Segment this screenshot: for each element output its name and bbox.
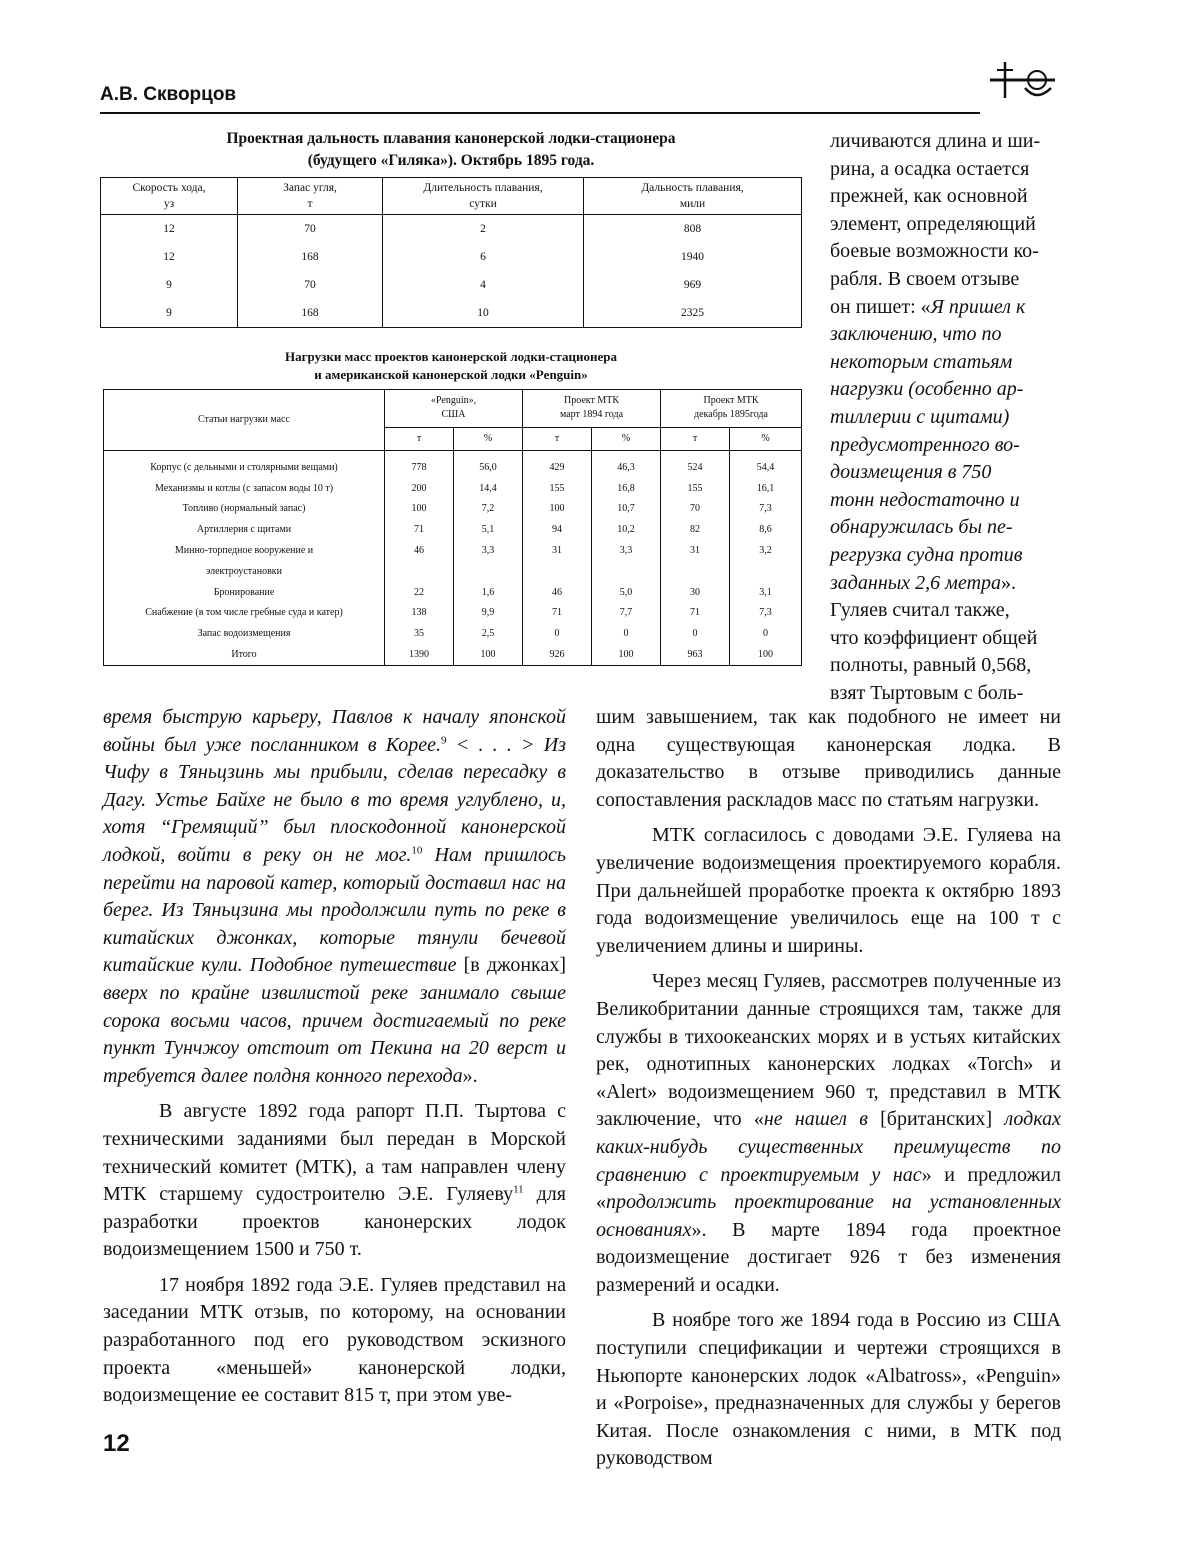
line: предусмотренного во- xyxy=(830,433,1020,456)
table-cell: 0 xyxy=(730,623,802,644)
table-cell: 12 xyxy=(101,243,238,271)
paragraph: В ноябре того же 1894 года в Россию из США поступили спецификации и чертежи строящихся в Ньюпорте канонерских лодок «Albatross», «Penguin» и «Porpoise», предназначенных для службы у берегов Китая. После ознакомления с ними, в МТК под руководством xyxy=(596,1309,1061,1470)
line: нагрузки (особенно ар- xyxy=(830,378,1024,401)
table-cell: 3,1 xyxy=(730,582,802,603)
row-label: Бронирование xyxy=(104,582,385,603)
table-cell: 10 xyxy=(383,299,584,328)
row-label: Запас водоизмещения xyxy=(104,623,385,644)
table-cell: 0 xyxy=(592,623,661,644)
table-cell: 46,3 xyxy=(592,451,661,478)
table-row xyxy=(104,519,802,540)
table-cell: 5,0 xyxy=(592,582,661,603)
table-cell xyxy=(592,561,661,582)
table-cell: 168 xyxy=(238,243,383,271)
table-cell: 7,7 xyxy=(592,603,661,624)
table-cell: 1390 xyxy=(385,644,454,665)
row-label: Артиллерия с щитами xyxy=(104,519,385,540)
table-row xyxy=(101,271,802,299)
table-cell: 56,0 xyxy=(454,451,523,478)
table-cell: 70 xyxy=(238,215,383,244)
table-cell xyxy=(523,561,592,582)
table-cell: 778 xyxy=(385,451,454,478)
table-cell: 155 xyxy=(661,478,730,499)
table-cell: 22 xyxy=(385,582,454,603)
table-cell: 70 xyxy=(661,499,730,520)
t2-sub-pct: % xyxy=(730,427,802,450)
footnote-ref: 9 xyxy=(441,733,447,746)
table-cell: 12 xyxy=(101,215,238,244)
line: некоторым статьям xyxy=(830,350,1013,373)
table-cell: 0 xyxy=(661,623,730,644)
line: заданных 2,6 метра». xyxy=(830,571,1017,594)
line: личиваются длина и ши- xyxy=(830,130,1041,152)
table1-title-line1: Проектная дальность плавания канонерской лодки-стационера xyxy=(226,130,676,147)
line: регрузка судна против xyxy=(830,543,1023,566)
table-cell: 808 xyxy=(584,215,802,244)
table-cell: 14,4 xyxy=(454,478,523,499)
table-cell: 82 xyxy=(661,519,730,540)
table-cell xyxy=(385,561,454,582)
t2-header-mtk-1894: Проект МТК март 1894 года xyxy=(523,390,661,428)
table-cell: 94 xyxy=(523,519,592,540)
table-cell: 5,1 xyxy=(454,519,523,540)
row-label: Снабжение (в том числе гребные суда и катер) xyxy=(104,603,385,624)
row-label: Корпус (с дельными и столярными вещами) xyxy=(104,451,385,478)
table-cell: 31 xyxy=(523,540,592,561)
line: тонн недостаточно и xyxy=(830,488,1020,511)
table-cell: 35 xyxy=(385,623,454,644)
table-cell: 2 xyxy=(383,215,584,244)
row-label: Итого xyxy=(104,644,385,665)
table-cell: 16,8 xyxy=(592,478,661,499)
table-cell: 9 xyxy=(101,299,238,328)
table-row xyxy=(104,644,802,665)
table-cell: 46 xyxy=(523,582,592,603)
table-cell: 1940 xyxy=(584,243,802,271)
table-row xyxy=(104,478,802,499)
table-cell: 7,3 xyxy=(730,603,802,624)
t1-header-speed: Скорость хода, уз xyxy=(101,178,238,215)
table-cell: 2325 xyxy=(584,299,802,328)
table-cell: 54,4 xyxy=(730,451,802,478)
table2-title-line1: Нагрузки масс проектов канонерской лодки-стационера xyxy=(285,349,617,364)
table-cell: 0 xyxy=(523,623,592,644)
t1-header-coal: Запас угля, т xyxy=(238,178,383,215)
row-label: Минно-торпедное вооружение и xyxy=(104,540,385,561)
author-name: А.В. Скворцов xyxy=(100,84,237,105)
table-cell: 3,3 xyxy=(592,540,661,561)
table-cell: 7,2 xyxy=(454,499,523,520)
table-cell: 100 xyxy=(385,499,454,520)
line: полноты, равный 0,568, xyxy=(830,654,1032,677)
paragraph: МТК согласилось с доводами Э.Е. Гуляева на увеличение водоизмещения проектируемого корабля. При дальнейшей проработке проекта к октябрю 1893 года водоизмещение увеличилось еще на 100 т с увеличением длины и ширины. xyxy=(596,824,1061,957)
table-cell: 100 xyxy=(730,644,802,665)
table-cell: 524 xyxy=(661,451,730,478)
mass-loads-table xyxy=(103,389,802,666)
table-row xyxy=(101,243,802,271)
t2-sub-pct: % xyxy=(454,427,523,450)
t1-body xyxy=(101,215,802,328)
table-cell: 10,7 xyxy=(592,499,661,520)
t2-body xyxy=(104,451,802,666)
t2-header-penguin: «Penguin», США xyxy=(385,390,523,428)
paragraph-quote: время быструю карьеру, Павлов к началу японской войны был уже посланником в Корее.$^9$ < . . . > Из Чифу в Тяньцзинь мы прибыли, сделав пересадку в Дагу. Устье Байхе не было в то время углублено, и, хотя “Гремящий” был плоскодонной канонерской лодкой, войти в реку он не мог.$^{10}$ Нам пришлось перейти на паровой катер, который доставил нас на берег. Из Тяньцзина мы продолжили путь по реке в китайских джонках, которые тянули бечевой китайские кули. Подобное путешествие [в джонках] вверх по крайне извилистой реке занимало свыше сорока восьми часов, причем достигаемый по реке пункт Тунчжоу отстоит от Пекина на 20 верст и требуется далее полдня конного перехода». xyxy=(103,706,567,1087)
line: взят Тыртовым с боль- xyxy=(830,681,1024,704)
line: доизмещения в 750 xyxy=(830,461,992,484)
table-row xyxy=(101,299,802,328)
table-cell: 4 xyxy=(383,271,584,299)
page-number: 12 xyxy=(103,1430,130,1457)
table-cell: 6 xyxy=(383,243,584,271)
table-cell: 155 xyxy=(523,478,592,499)
table-row xyxy=(104,540,802,561)
line: заключению, что по xyxy=(830,323,1002,346)
table-row xyxy=(104,582,802,603)
table-cell: 30 xyxy=(661,582,730,603)
row-label: Механизмы и котлы (с запасом воды 10 т) xyxy=(104,478,385,499)
table2-title-line2: и американской канонерской лодки «Penguin» xyxy=(314,367,588,382)
line: он пишет: «Я пришел к xyxy=(830,295,1026,318)
footnote-ref: 10 xyxy=(411,844,423,857)
t2-header-mtk-1895: Проект МТК декабрь 1895года xyxy=(661,390,802,428)
table-cell: 71 xyxy=(523,603,592,624)
table-cell xyxy=(730,561,802,582)
table-row xyxy=(104,561,802,582)
t1-header-duration: Длительность плавания, сутки xyxy=(383,178,584,215)
line: обнаружилась бы пе- xyxy=(830,516,1013,539)
table-row xyxy=(104,603,802,624)
table1-title-line2: (будущего «Гиляка»). Октябрь 1895 года. xyxy=(307,152,595,169)
table-cell: 100 xyxy=(592,644,661,665)
paragraph: 17 ноября 1892 года Э.Е. Гуляев представил на заседании МТК отзыв, по которому, на основании разработанного под его руководством эскизного проекта «меньшей» канонерской лодки, водоизмещение ее составит 815 т, при этом уве- xyxy=(103,1273,566,1407)
table-cell: 969 xyxy=(584,271,802,299)
table2-title xyxy=(100,348,802,384)
table-row xyxy=(104,499,802,520)
right-top-text xyxy=(830,128,1061,707)
table1-title xyxy=(100,128,802,172)
table-cell: 71 xyxy=(661,603,730,624)
t2-sub-pct: % xyxy=(592,427,661,450)
table-cell: 3,2 xyxy=(730,540,802,561)
line: рабля. В своем отзыве xyxy=(830,267,1020,290)
table-cell: 46 xyxy=(385,540,454,561)
table-cell: 9,9 xyxy=(454,603,523,624)
row-label: Топливо (нормальный запас) xyxy=(104,499,385,520)
line: элемент, определяющий xyxy=(830,212,1036,235)
table-cell xyxy=(661,561,730,582)
line: что коэффициент общей xyxy=(830,626,1038,649)
row-label: электроустановки xyxy=(104,561,385,582)
table-cell: 7,3 xyxy=(730,499,802,520)
cruising-range-table xyxy=(100,177,802,328)
footnote-ref: 11 xyxy=(513,1183,524,1196)
t2-sub-t: т xyxy=(523,427,592,450)
table-cell xyxy=(454,561,523,582)
left-column-text xyxy=(103,704,566,1410)
table-cell: 100 xyxy=(523,499,592,520)
t2-sub-t: т xyxy=(661,427,730,450)
table-row xyxy=(104,623,802,644)
table-cell: 926 xyxy=(523,644,592,665)
t1-header-range: Дальность плавания, мили xyxy=(584,178,802,215)
t2-header-items: Статьи нагрузки масс xyxy=(104,390,385,451)
table-cell: 138 xyxy=(385,603,454,624)
header-rule xyxy=(100,112,980,114)
paragraph: В августе 1892 года рапорт П.П. Тыртова с техническими заданиями был передан в Морской технический комитет (МТК), а там направлен члену МТК старшему судостроителю Э.Е. Гуляеву$^{11}$ для разработки проектов канонерских лодок водоизмещением 1500 и 750 т. xyxy=(103,1100,566,1261)
line: рина, а осадка остается xyxy=(830,157,1030,180)
paragraph: шим завышением, так как подобного не имеет ни одна существующая канонерская лодка. В доказательство в отзыве приводились данные сопоставления раскладов масс по статьям нагрузки. xyxy=(596,706,1061,811)
table-cell: 10,2 xyxy=(592,519,661,540)
line: боевые возможности ко- xyxy=(830,240,1039,263)
table-cell: 3,3 xyxy=(454,540,523,561)
anchor-cross-emblem-icon xyxy=(985,58,1060,108)
line: тиллерии с щитами) xyxy=(830,405,1010,428)
table-cell: 71 xyxy=(385,519,454,540)
table-cell: 963 xyxy=(661,644,730,665)
table-cell: 2,5 xyxy=(454,623,523,644)
table-cell: 16,1 xyxy=(730,478,802,499)
line: Гуляев считал также, xyxy=(830,599,1010,622)
table-cell: 8,6 xyxy=(730,519,802,540)
table-row xyxy=(104,451,802,478)
paragraph: Через месяц Гуляев, рассмотрев полученные из Великобритании данные строящихся там, также для службы в тихоокеанских морях и в устьях китайских рек, однотипных канонерских лодках «Torch» и «Alert» водоизмещением 960 т, представил в МТК заключение, что «не нашел в [британских] лодках каких-нибудь существенных преимуществ по сравнению с проектируемым у нас» и предложил «продолжить проектирование на установленных основаниях». В марте 1894 года проектное водоизмещение достигает 926 т без изменения размерений и осадки. xyxy=(596,970,1061,1296)
t2-sub-t: т xyxy=(385,427,454,450)
table-cell: 100 xyxy=(454,644,523,665)
right-column-text xyxy=(596,704,1061,1473)
table-cell: 200 xyxy=(385,478,454,499)
table-cell: 429 xyxy=(523,451,592,478)
table-cell: 31 xyxy=(661,540,730,561)
table-cell: 168 xyxy=(238,299,383,328)
table-row xyxy=(101,215,802,244)
table-cell: 1,6 xyxy=(454,582,523,603)
line: прежней, как основной xyxy=(830,185,1028,208)
table-cell: 9 xyxy=(101,271,238,299)
table-cell: 70 xyxy=(238,271,383,299)
